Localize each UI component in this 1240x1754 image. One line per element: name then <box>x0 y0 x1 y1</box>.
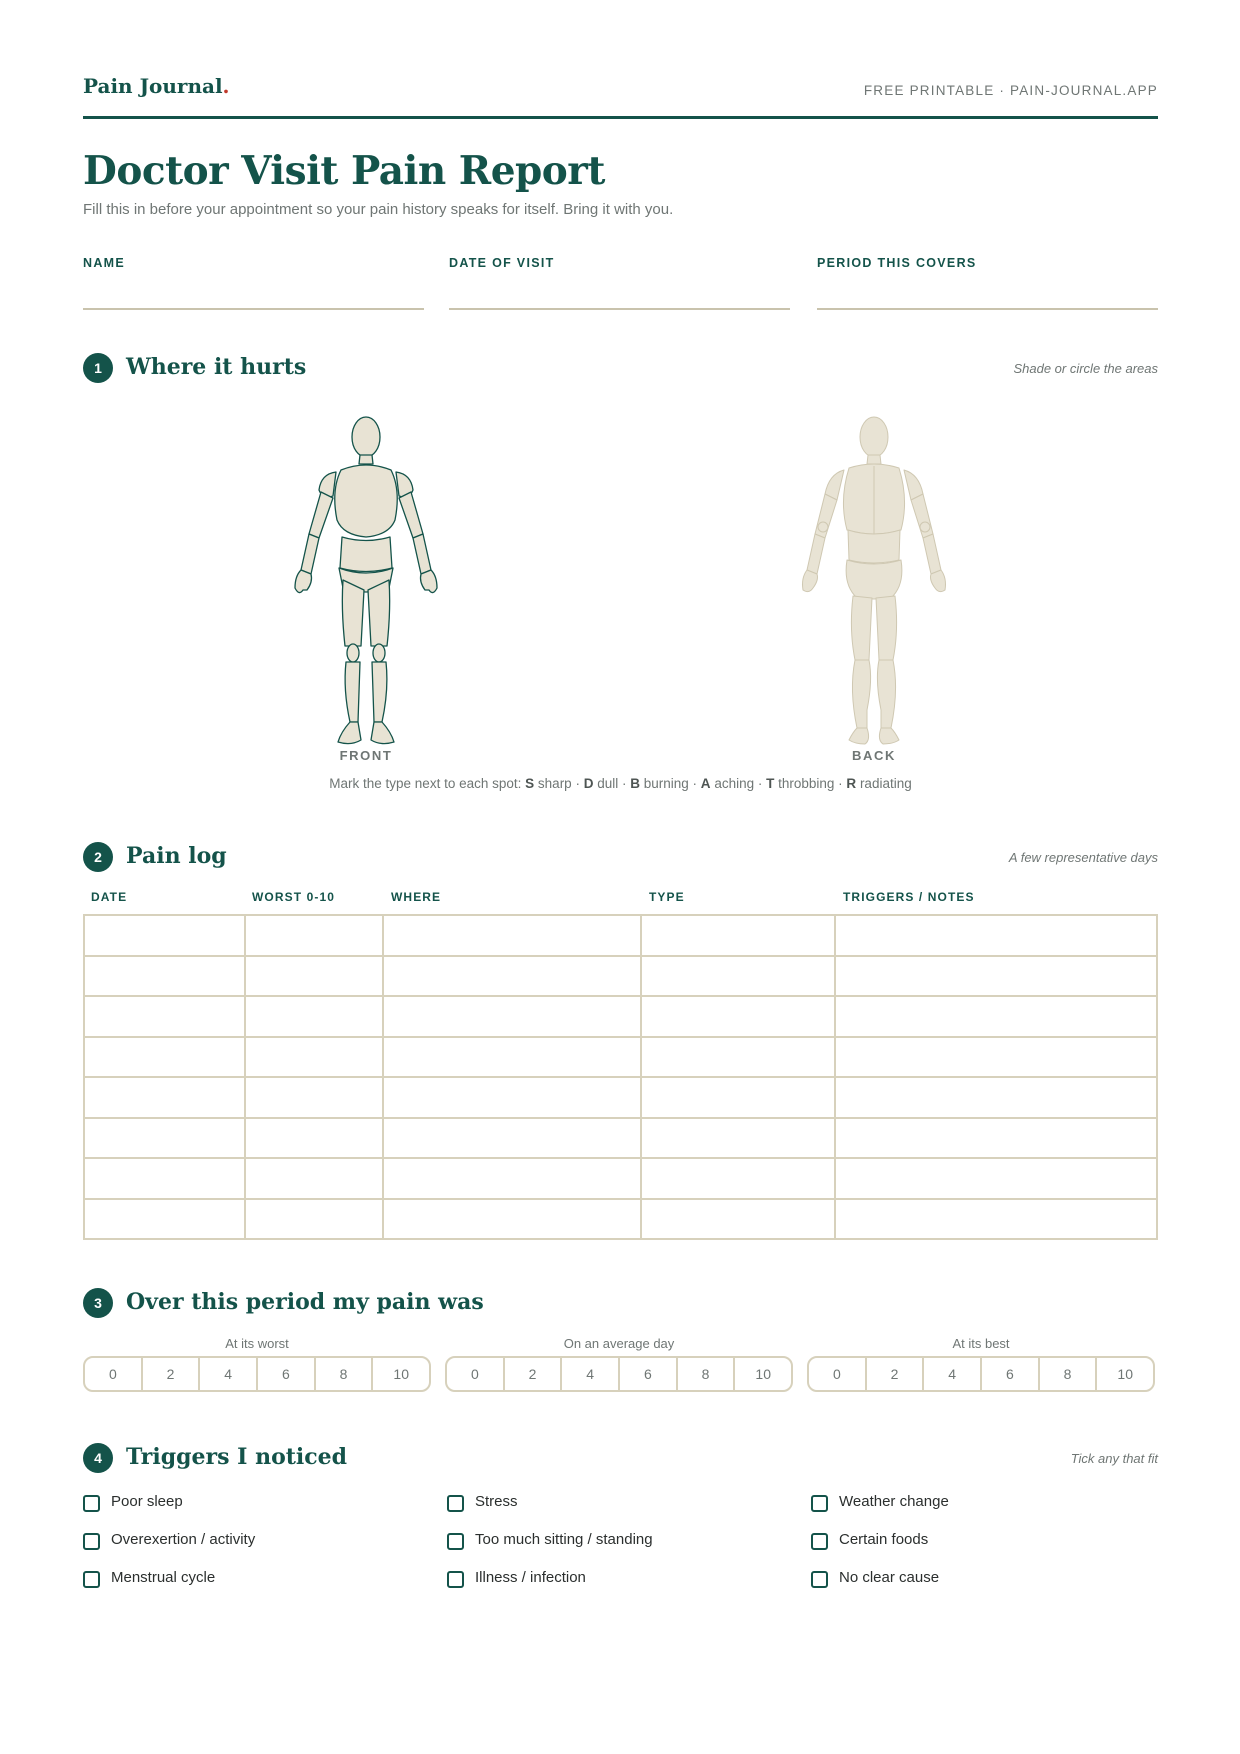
back-neck[interactable] <box>867 455 881 464</box>
trigger-label: Menstrual cycle <box>111 1569 216 1586</box>
table-row <box>84 996 1157 1037</box>
back-label: BACK <box>852 748 896 763</box>
back-lower-back[interactable] <box>848 530 900 563</box>
scale-option[interactable]: 0 <box>832 1366 841 1382</box>
legend-type: sharp <box>537 776 572 791</box>
section-triggers <box>83 1443 1158 1475</box>
section-where-it-hurts <box>83 353 1158 385</box>
legend-code: A <box>700 776 711 791</box>
checkbox[interactable] <box>83 1571 100 1588</box>
legend-type: radiating <box>859 776 912 791</box>
table-cell[interactable] <box>835 1077 1157 1118</box>
table-cell[interactable] <box>641 1037 835 1078</box>
scale-option[interactable]: 8 <box>676 1358 734 1390</box>
table-cell[interactable] <box>84 1199 245 1240</box>
scale-option[interactable]: 6 <box>256 1358 314 1390</box>
scale-best <box>807 1336 1155 1392</box>
legend-code: D <box>583 776 594 791</box>
name-label: NAME <box>83 256 126 270</box>
scale-option[interactable]: 10 <box>371 1358 429 1390</box>
section-hint: Tick any that fit <box>1070 1451 1158 1466</box>
scale-boxes <box>83 1356 431 1392</box>
scale-option[interactable]: 4 <box>560 1358 618 1390</box>
pain-type-legend: Mark the type next to each spot: S sharp · D dull · B burning · A aching · T throbbing · R radiating <box>329 776 912 791</box>
table-row <box>84 915 1157 956</box>
legend-type: burning <box>643 776 689 791</box>
checkbox[interactable] <box>83 1495 100 1512</box>
table-cell[interactable] <box>835 956 1157 997</box>
scale-caption: On an average day <box>563 1336 675 1351</box>
scale-option[interactable]: 8 <box>314 1358 372 1390</box>
checkbox[interactable] <box>447 1571 464 1588</box>
back-head[interactable] <box>860 417 888 457</box>
table-cell[interactable] <box>641 1158 835 1199</box>
front-label: FRONT <box>339 748 393 763</box>
front-left-shin[interactable] <box>345 662 360 722</box>
table-row <box>84 1199 1157 1240</box>
table-cell[interactable] <box>641 1199 835 1240</box>
report-page <box>83 0 1158 1754</box>
back-buttocks[interactable] <box>846 560 902 599</box>
back-right-hand[interactable] <box>931 570 946 592</box>
table-cell[interactable] <box>641 1118 835 1159</box>
table-cell[interactable] <box>245 915 384 956</box>
table-cell[interactable] <box>835 915 1157 956</box>
section-hint: A few representative days <box>1008 850 1158 865</box>
table-cell[interactable] <box>383 1037 641 1078</box>
trigger-label: Certain foods <box>839 1531 929 1548</box>
table-cell[interactable] <box>835 1118 1157 1159</box>
scale-option[interactable]: 2 <box>865 1358 923 1390</box>
front-left-knee[interactable] <box>347 644 359 662</box>
table-cell[interactable] <box>835 1158 1157 1199</box>
legend-type: dull <box>597 776 619 791</box>
table-cell[interactable] <box>84 956 245 997</box>
scale-option[interactable]: 0 <box>108 1366 117 1382</box>
table-cell[interactable] <box>383 1118 641 1159</box>
back-left-thigh[interactable] <box>851 596 872 660</box>
front-body-figure[interactable] <box>271 410 461 750</box>
checkbox[interactable] <box>811 1533 828 1550</box>
column-header-notes: TRIGGERS / NOTES <box>843 890 975 904</box>
front-chest[interactable] <box>335 465 398 537</box>
front-right-upper-arm[interactable] <box>399 492 423 538</box>
table-cell[interactable] <box>383 996 641 1037</box>
section-title: Triggers I noticed <box>126 1444 348 1470</box>
front-right-knee[interactable] <box>373 644 385 662</box>
front-left-upper-arm[interactable] <box>309 492 333 538</box>
table-cell[interactable] <box>84 1037 245 1078</box>
table-cell[interactable] <box>245 1118 384 1159</box>
table-cell[interactable] <box>245 1158 384 1199</box>
table-cell[interactable] <box>641 996 835 1037</box>
column-header-date: DATE <box>91 890 128 904</box>
page-title: Doctor Visit Pain Report <box>83 148 605 194</box>
section-pain-log <box>83 842 1158 874</box>
table-cell[interactable] <box>84 1118 245 1159</box>
table-cell[interactable] <box>383 1199 641 1240</box>
legend-code: S <box>525 776 535 791</box>
name-field[interactable] <box>83 256 424 310</box>
table-row <box>84 1118 1157 1159</box>
table-cell[interactable] <box>84 915 245 956</box>
trigger-label: Poor sleep <box>111 1493 183 1510</box>
trigger-label: Too much sitting / standing <box>475 1531 653 1548</box>
legend-code: R <box>846 776 857 791</box>
trigger-label: Stress <box>475 1493 518 1510</box>
table-cell[interactable] <box>641 1077 835 1118</box>
table-row <box>84 1158 1157 1199</box>
table-cell[interactable] <box>835 996 1157 1037</box>
checkbox[interactable] <box>447 1533 464 1550</box>
section-number: 4 <box>83 1443 113 1473</box>
front-left-hand[interactable] <box>295 570 312 593</box>
back-right-calf[interactable] <box>877 660 895 728</box>
table-cell[interactable] <box>245 1077 384 1118</box>
trigger-label: Illness / infection <box>475 1569 586 1586</box>
scale-option[interactable]: 10 <box>1095 1358 1153 1390</box>
legend-type: aching <box>714 776 755 791</box>
scale-option[interactable]: 8 <box>1038 1358 1096 1390</box>
front-neck[interactable] <box>359 455 373 464</box>
front-right-forearm[interactable] <box>413 534 431 574</box>
table-cell[interactable] <box>245 996 384 1037</box>
back-left-heel[interactable] <box>849 728 869 744</box>
legend-type: throbbing <box>778 776 835 791</box>
scale-option[interactable]: 0 <box>470 1366 479 1382</box>
period-label: PERIOD THIS COVERS <box>817 256 977 270</box>
back-left-hand[interactable] <box>803 570 818 592</box>
scale-caption: At its worst <box>225 1336 289 1351</box>
section-number: 3 <box>83 1288 113 1318</box>
trigger-label: No clear cause <box>839 1569 940 1586</box>
section-number: 1 <box>83 353 113 383</box>
scale-average <box>445 1336 793 1392</box>
table-cell[interactable] <box>641 956 835 997</box>
scale-boxes <box>445 1356 793 1392</box>
back-left-forearm[interactable] <box>807 534 825 574</box>
date-of-visit-field[interactable] <box>449 256 790 310</box>
brand-dot: . <box>222 74 230 98</box>
section-number: 2 <box>83 842 113 872</box>
checkbox[interactable] <box>83 1533 100 1550</box>
table-cell[interactable] <box>835 1199 1157 1240</box>
front-right-thigh[interactable] <box>368 580 390 646</box>
column-header-type: TYPE <box>649 890 685 904</box>
back-right-thigh[interactable] <box>876 596 897 660</box>
scale-worst <box>83 1336 431 1392</box>
column-header-where: WHERE <box>391 890 442 904</box>
table-cell[interactable] <box>245 956 384 997</box>
table-row <box>84 1077 1157 1118</box>
back-right-forearm[interactable] <box>923 534 941 574</box>
column-header-worst: WORST 0-10 <box>252 890 336 904</box>
front-right-shin[interactable] <box>372 662 387 722</box>
brand-logo <box>83 74 230 98</box>
section-title: Over this period my pain was <box>126 1289 484 1315</box>
table-row <box>84 1037 1157 1078</box>
log-table-header <box>83 890 1158 910</box>
table-cell[interactable] <box>84 996 245 1037</box>
legend-code: B <box>630 776 640 791</box>
front-abdomen[interactable] <box>340 537 392 572</box>
back-left-elbow[interactable] <box>818 522 828 532</box>
front-right-foot[interactable] <box>371 722 394 744</box>
table-cell[interactable] <box>84 1158 245 1199</box>
period-field[interactable] <box>817 256 1158 310</box>
trigger-label: Weather change <box>839 1493 949 1510</box>
date-of-visit-label: DATE OF VISIT <box>449 256 555 270</box>
section-title: Pain log <box>126 843 227 869</box>
back-body-figure[interactable] <box>779 410 969 750</box>
table-cell[interactable] <box>245 1037 384 1078</box>
trigger-label: Overexertion / activity <box>111 1531 256 1548</box>
scale-option[interactable]: 2 <box>503 1358 561 1390</box>
scale-caption: At its best <box>952 1336 1010 1351</box>
front-left-thigh[interactable] <box>342 580 364 646</box>
back-right-elbow[interactable] <box>920 522 930 532</box>
checkbox[interactable] <box>447 1495 464 1512</box>
scale-boxes <box>807 1356 1155 1392</box>
front-right-hand[interactable] <box>421 570 438 593</box>
table-cell[interactable] <box>835 1037 1157 1078</box>
page-subtitle: Fill this in before your appointment so your pain history speaks for itself. Bring it with you. <box>83 201 674 218</box>
scale-option[interactable]: 6 <box>980 1358 1038 1390</box>
back-right-heel[interactable] <box>879 728 899 744</box>
checkbox[interactable] <box>811 1495 828 1512</box>
scale-option[interactable]: 4 <box>922 1358 980 1390</box>
section-title: Where it hurts <box>126 354 307 380</box>
pain-log-table <box>83 914 1158 1240</box>
header-bar <box>83 74 1158 119</box>
header-link[interactable]: FREE PRINTABLE · PAIN-JOURNAL.APP <box>863 83 1158 98</box>
section-hint: Shade or circle the areas <box>1013 361 1158 376</box>
scale-option[interactable]: 4 <box>198 1358 256 1390</box>
front-head[interactable] <box>352 417 380 457</box>
table-cell[interactable] <box>383 1077 641 1118</box>
legend-intro: Mark the type next to each spot: <box>329 776 522 791</box>
scale-option[interactable]: 10 <box>733 1358 791 1390</box>
table-row <box>84 956 1157 997</box>
table-cell[interactable] <box>383 1158 641 1199</box>
front-left-forearm[interactable] <box>301 534 319 574</box>
table-cell[interactable] <box>383 915 641 956</box>
checkbox[interactable] <box>811 1571 828 1588</box>
back-left-calf[interactable] <box>852 660 870 728</box>
table-cell[interactable] <box>383 956 641 997</box>
table-cell[interactable] <box>245 1199 384 1240</box>
table-cell[interactable] <box>84 1077 245 1118</box>
legend-code: T <box>766 776 775 791</box>
scale-option[interactable]: 2 <box>141 1358 199 1390</box>
brand-name: Pain Journal <box>83 74 223 98</box>
front-left-foot[interactable] <box>338 722 361 744</box>
scale-option[interactable]: 6 <box>618 1358 676 1390</box>
section-pain-period <box>83 1288 1158 1320</box>
table-cell[interactable] <box>641 915 835 956</box>
